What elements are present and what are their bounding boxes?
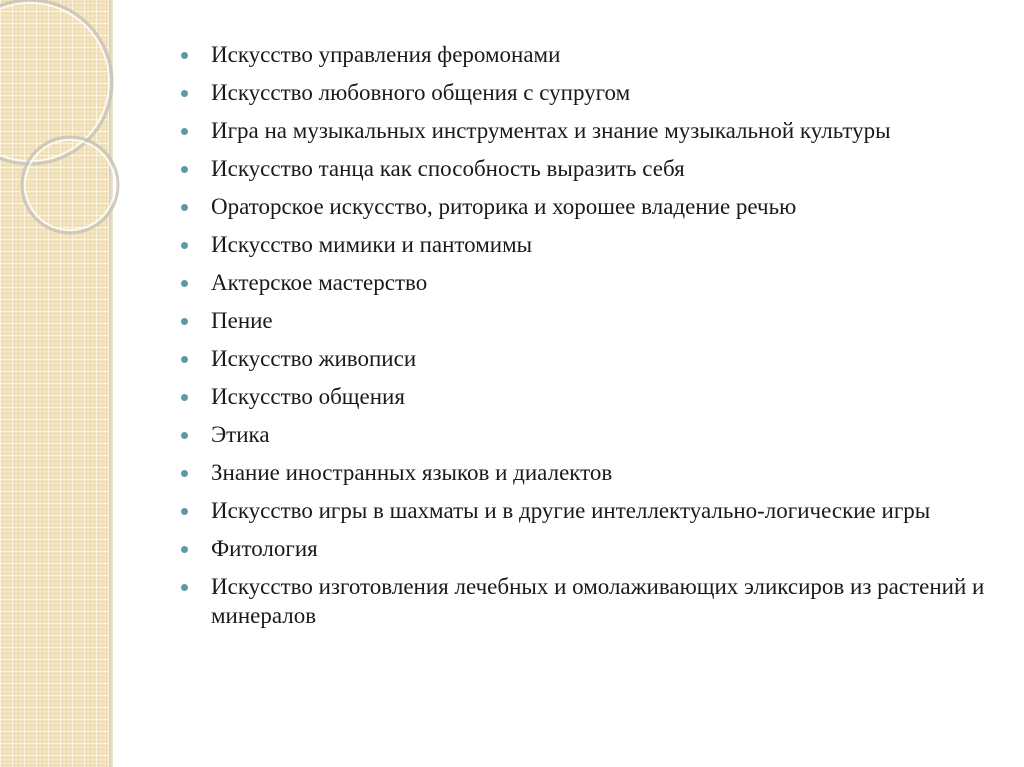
list-item xyxy=(178,382,998,411)
list-item-text: Игра на музыкальных инструментах и знание музыкальной культуры xyxy=(211,118,891,143)
list-item xyxy=(178,572,998,630)
list-item-text: Ораторское искусство, риторика и хорошее владение речью xyxy=(211,194,797,219)
circle-bullet-icon xyxy=(181,204,188,211)
list-item xyxy=(178,306,998,335)
list-item-text: Искусство управления феромонами xyxy=(211,42,561,67)
circle-bullet-icon xyxy=(181,166,188,173)
list-item-text: Знание иностранных языков и диалектов xyxy=(211,460,613,485)
list-item-text: Актерское мастерство xyxy=(211,270,428,295)
list-item xyxy=(178,458,998,487)
list-item xyxy=(178,344,998,373)
list-item xyxy=(178,496,998,525)
list-item xyxy=(178,192,998,221)
circle-bullet-icon xyxy=(181,280,188,287)
list-item-text: Искусство игры в шахматы и в другие интеллектуально-логические игры xyxy=(211,498,931,523)
circle-bullet-icon xyxy=(181,242,188,249)
list-item-text: Искусство мимики и пантомимы xyxy=(211,232,533,257)
circle-bullet-icon xyxy=(181,318,188,325)
circle-bullet-icon xyxy=(181,508,188,515)
list-item-text: Фитология xyxy=(211,536,318,561)
bullet-list xyxy=(178,40,998,630)
circle-bullet-icon xyxy=(181,470,188,477)
circle-bullet-icon xyxy=(181,584,188,591)
list-item xyxy=(178,116,998,145)
list-item-text: Искусство танца как способность выразить себя xyxy=(211,156,685,181)
slide-content xyxy=(178,40,998,639)
list-item xyxy=(178,268,998,297)
list-item xyxy=(178,40,998,69)
circle-bullet-icon xyxy=(181,90,188,97)
list-item-text: Искусство живописи xyxy=(211,346,417,371)
circle-bullet-icon xyxy=(181,356,188,363)
list-item xyxy=(178,534,998,563)
list-item xyxy=(178,420,998,449)
circle-bullet-icon xyxy=(181,432,188,439)
list-item-text: Искусство изготовления лечебных и омолаживающих эликсиров из растений и минералов xyxy=(211,574,985,628)
list-item xyxy=(178,230,998,259)
circle-bullet-icon xyxy=(181,546,188,553)
list-item-text: Искусство любовного общения с супругом xyxy=(211,80,631,105)
circle-bullet-icon xyxy=(181,128,188,135)
decorative-side-panel xyxy=(0,0,109,767)
list-item xyxy=(178,154,998,183)
list-item-text: Этика xyxy=(211,422,270,447)
list-item-text: Искусство общения xyxy=(211,384,405,409)
side-panel-edge xyxy=(109,0,113,767)
list-item xyxy=(178,78,998,107)
circle-bullet-icon xyxy=(181,52,188,59)
circle-bullet-icon xyxy=(181,394,188,401)
list-item-text: Пение xyxy=(211,308,273,333)
